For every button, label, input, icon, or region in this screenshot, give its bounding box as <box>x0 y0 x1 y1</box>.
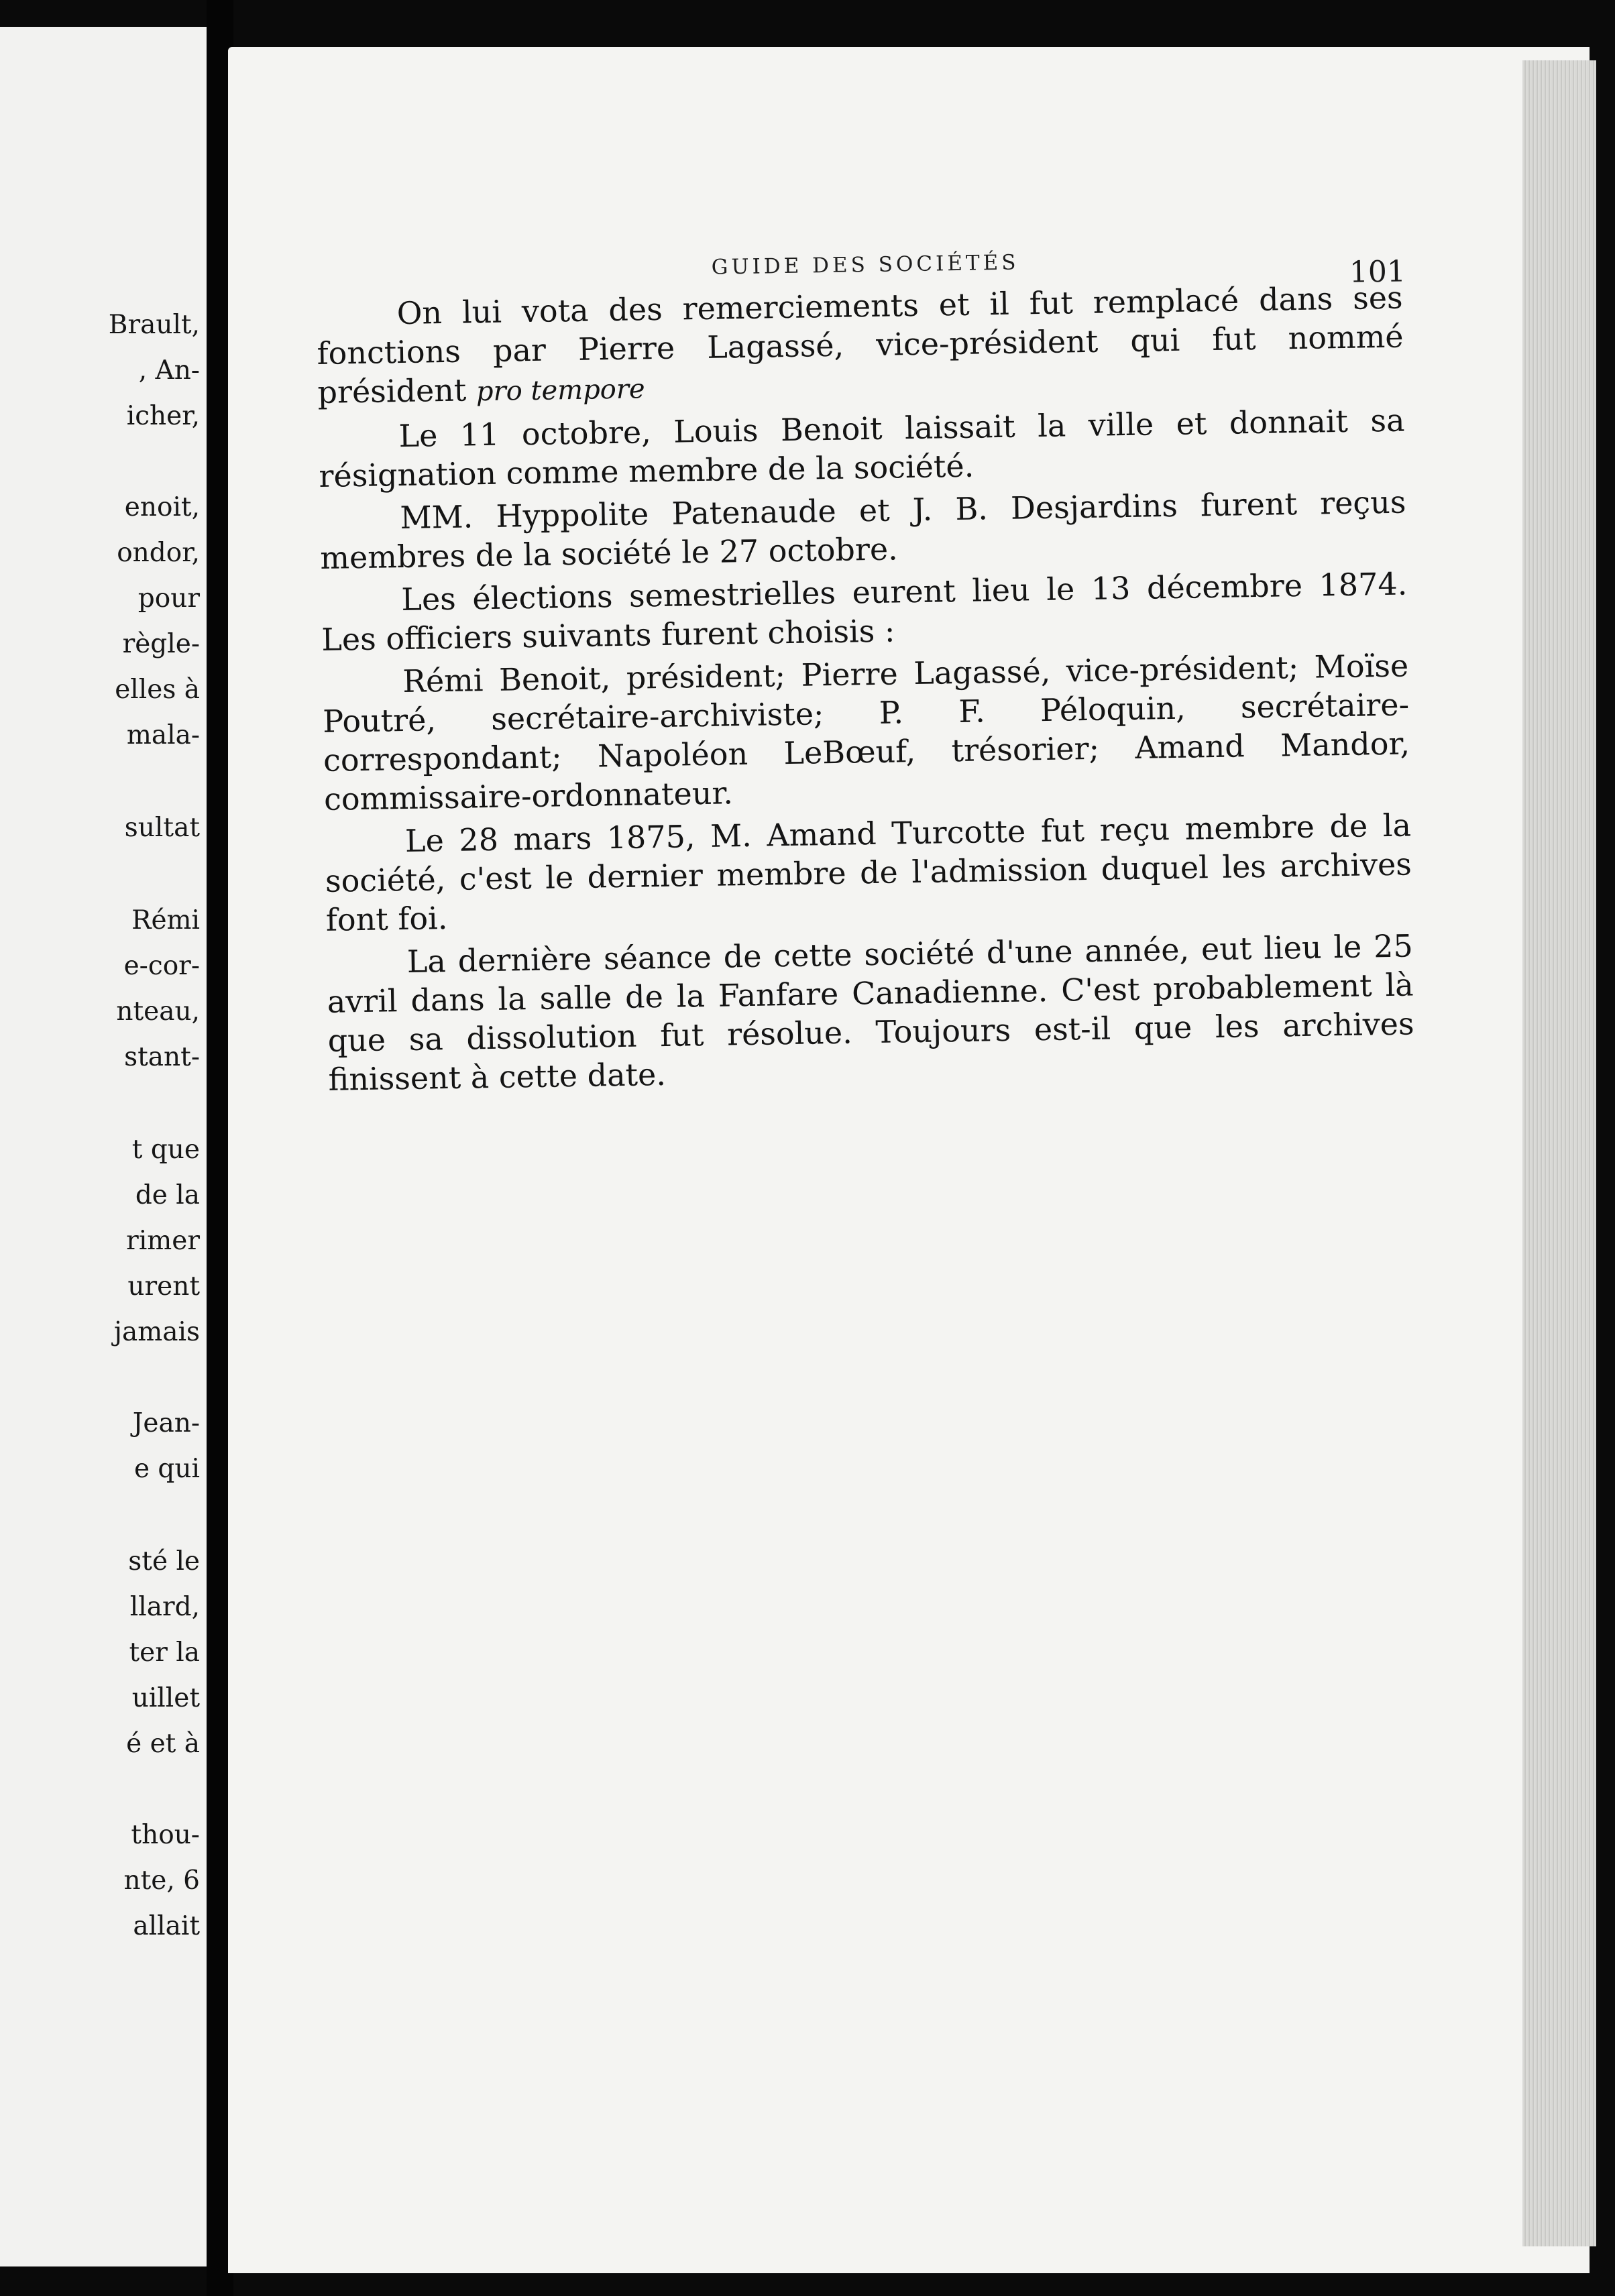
left-line-fragment: thou- <box>131 1820 200 1850</box>
page-number: 101 <box>1349 254 1406 290</box>
paragraph: Les élections semestrielles eurent lieu le 13 décembre 1874. Les officiers suivants furent choisis : <box>321 565 1408 658</box>
left-line-fragment: Jean- <box>132 1408 200 1438</box>
italic-phrase: pro tempore <box>476 374 645 408</box>
left-line-fragment: rimer <box>126 1226 200 1256</box>
paragraph: Le 11 octobre, Louis Benoit laissait la ville et donnait sa résignation comme membre de la société. <box>319 402 1405 494</box>
paragraph: Le 28 mars 1875, M. Amand Turcotte fut reçu membre de la société, c'est le dernier membre de l'admission duquel les archives font foi. <box>325 807 1412 938</box>
page-edges <box>1522 60 1596 2246</box>
left-line-fragment: nteau, <box>116 996 200 1027</box>
left-line-fragment: règle- <box>122 629 200 659</box>
left-line-fragment: allait <box>133 1911 200 1941</box>
previous-page-fragment <box>0 27 207 2266</box>
left-line-fragment: stant- <box>124 1042 200 1072</box>
left-line-fragment: urent <box>127 1271 200 1302</box>
paragraph-text: On lui vota des remerciements et il fut remplacé dans ses fonctions par Pierre Lagassé, vice-président qui fut nommé président <box>317 279 1404 410</box>
left-line-fragment: pour <box>137 583 200 614</box>
paragraph: Rémi Benoit, président; Pierre Lagassé, vice-président; Moïse Poutré, secrétaire-archiviste; P. F. Péloquin, secrétaire-correspondant; Napoléon LeBœuf, trésorier; Amand Mandor, commissaire-ordonnateur. <box>322 647 1410 817</box>
paragraph: MM. Hyppolite Patenaude et J. B. Desjardins furent reçus membres de la société le 27 octobre. <box>319 483 1406 576</box>
left-line-fragment: , An- <box>138 355 200 386</box>
left-line-fragment: nte, 6 <box>123 1866 200 1896</box>
left-line-fragment: Rémi <box>131 905 200 935</box>
left-line-fragment: é et à <box>126 1729 200 1759</box>
page-text-block <box>315 225 1415 1103</box>
left-line-fragment: de la <box>135 1180 200 1210</box>
left-line-fragment: ondor, <box>117 538 200 568</box>
left-line-fragment: enoit, <box>124 492 200 522</box>
left-line-fragment: ter la <box>129 1638 200 1668</box>
left-line-fragment: sté le <box>128 1546 200 1576</box>
left-line-fragment: mala- <box>126 720 200 750</box>
left-line-fragment: t que <box>131 1135 200 1165</box>
left-line-fragment: uillet <box>131 1683 200 1713</box>
paragraph <box>316 278 1404 414</box>
left-line-fragment: Brault, <box>108 310 200 340</box>
left-line-fragment: elles à <box>115 675 200 705</box>
left-line-fragment: icher, <box>126 401 200 431</box>
left-line-fragment: sultat <box>124 813 200 843</box>
left-line-fragment: e qui <box>133 1454 200 1484</box>
paragraph: La dernière séance de cette société d'une année, eut lieu le 25 avril dans la salle de la Fanfare Canadienne. C'est probablement là que sa dissolution fut résolue. Toujours est-il que les archives finissent à cette date. <box>327 927 1414 1098</box>
running-title: GUIDE DES SOCIÉTÉS <box>711 250 1019 280</box>
left-line-fragment: llard, <box>129 1592 200 1622</box>
left-line-fragment: e-cor- <box>123 951 200 981</box>
left-line-fragment: jamais <box>113 1317 200 1347</box>
